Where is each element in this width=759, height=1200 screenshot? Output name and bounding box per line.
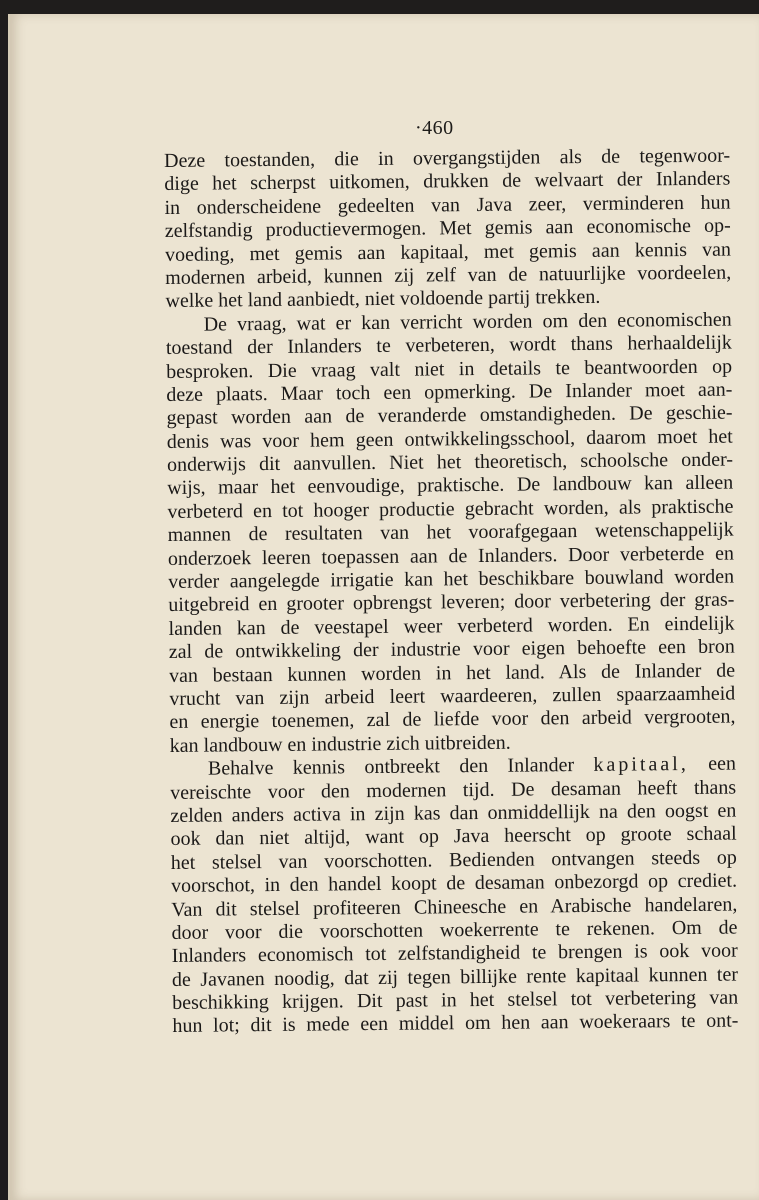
text-line: het stelsel van voorschotten. Bedienden ontvangen steeds op	[170, 846, 737, 874]
emphasized-word: kapitaal,	[593, 753, 689, 777]
text-line: dige het scherpst uitkomen, drukken de welvaart der Inlanders	[164, 167, 731, 196]
text-line: Deze toestanden, die in overgangstijden als de tegenwoor-	[164, 144, 731, 172]
text-line: welke het land aanbiedt, niet voldoende partij trekken.	[165, 286, 601, 313]
text-line: in onderscheidene gedeelten van Java zeer, verminderen hun	[164, 191, 731, 219]
text-line: deze plaats. Maar toch een opmerking. De Inlander moet aan-	[166, 378, 733, 406]
text-line: ook dan niet altijd, want op Java heerscht op groote schaal	[170, 822, 737, 851]
text-line: toestand der Inlanders te verbeteren, wordt thans herhaaldelijk	[165, 331, 732, 360]
text-line: van bestaan kunnen worden in het land. Als de Inlander de	[168, 659, 736, 687]
body-text	[164, 145, 739, 1039]
text-line: modernen arbeid, kunnen zij zelf van de natuurlijke voordeelen,	[165, 261, 732, 289]
text-line: besproken. Die vraag valt niet in details te beantwoorden op	[166, 355, 733, 383]
text-line: Inlanders economisch tot zelfstandigheid te brengen is ook voor	[171, 939, 738, 968]
text-line: voorschot, in den handel koopt de desaman onbezorgd op crediet.	[170, 869, 738, 898]
text-line: verder aangelegde irrigatie kan het beschikbare bouwland worden	[168, 565, 735, 594]
text-line: onderzoek leeren toepassen aan de Inlanders. Door verbeterde en	[167, 542, 735, 570]
text-line: vereischte voor den modernen tijd. De desaman heeft thans	[170, 776, 737, 804]
text-line: de Javanen noodig, dat zij tegen billijke rente kapitaal kunnen ter	[171, 963, 739, 991]
text-line: door voor die voorschotten woekerrente te rekenen. Om de	[171, 916, 738, 944]
text-line: gepast worden aan de veranderde omstandigheden. De geschie-	[166, 401, 733, 430]
text-line: voeding, met gemis aan kapitaal, met gemis aan kennis van	[164, 238, 732, 266]
text-line: Van dit stelsel profiteeren Chineesche en Arabische handelaren,	[171, 893, 738, 921]
text-line: onderwijs dit aanvullen. Niet het theoretisch, schoolsche onder-	[166, 448, 734, 477]
text-fragment: Behalve kennis ontbreekt den Inlander	[207, 754, 575, 780]
text-line: zelfstandig productievermogen. Met gemis aan economische op-	[164, 214, 731, 243]
text-line: hun lot; dit is mede een middel om hen aan woekeraars te ont-	[172, 1009, 739, 1038]
text-line: uitgebreid en grooter opbrengst leveren; door verbetering der gras-	[168, 588, 735, 617]
text-line: mannen de resultaten van het voorafgegaan wetenschappelijk	[167, 518, 734, 547]
text-line: denis was voor hem geen ontwikkelingsschool, daarom moet het	[166, 425, 733, 453]
text-line: vrucht van zijn arbeid leert waardeeren, zullen spaarzaamheid	[169, 682, 736, 710]
text-line: wijs, maar het eenvoudige, praktische. De landbouw kan alleen	[167, 472, 734, 500]
text-fragment: een	[708, 752, 737, 775]
text-line: verbeterd en tot hooger productie gebracht worden, als praktische	[167, 495, 734, 523]
text-line: kan landbouw en industrie zich uitbreiden.	[169, 731, 511, 757]
text-line: zelden anders activa in zijn kas dan onmiddellijk na den oogst en	[170, 799, 737, 827]
text-line: landen kan de veestapel weer verbeterd worden. En eindelijk	[168, 612, 735, 640]
text-line: zal de ontwikkeling der industrie voor eigen behoefte een bron	[168, 635, 735, 664]
text-line: De vraag, wat er kan verricht worden om den economischen	[203, 308, 732, 336]
text-line: beschikking krijgen. Dit past in het stelsel tot verbetering van	[172, 986, 739, 1015]
page-number: ·460	[415, 117, 454, 139]
text-line: en energie toenemen, zal de liefde voor den arbeid vergrooten,	[169, 705, 736, 734]
